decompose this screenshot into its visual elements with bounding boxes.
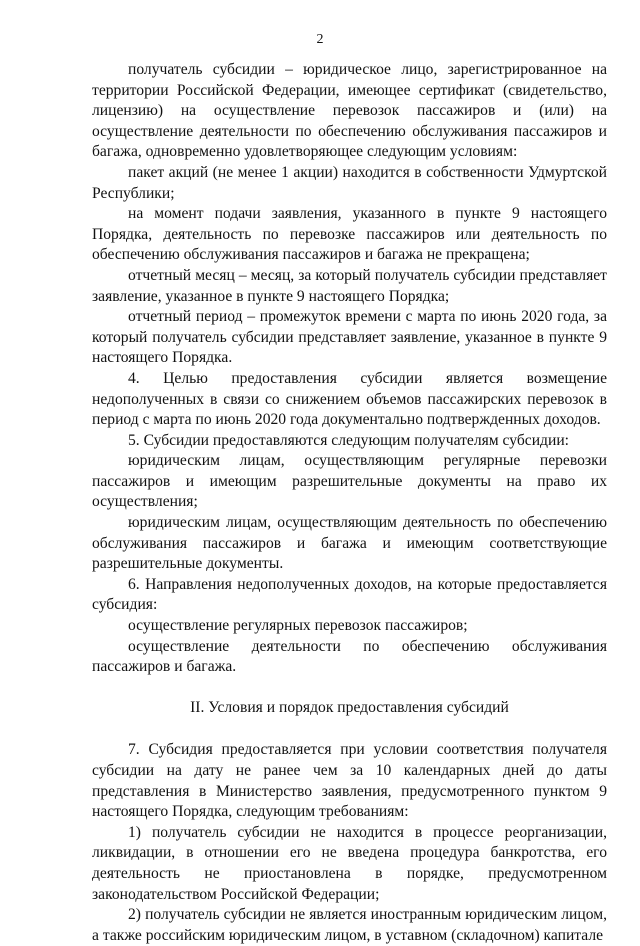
section-heading: II. Условия и порядок предоставления субсидий <box>190 698 509 716</box>
paragraph: отчетный месяц – месяц, за который получатель субсидии представляет заявление, указанное в пункте 9 настоящего Порядка; <box>92 266 607 305</box>
paragraph: 2) получатель субсидии не является иностранным юридическим лицом, а также российским юридическим лицом, в уставном (складочном) капитале <box>92 906 607 944</box>
paragraph: на момент подачи заявления, указанного в пункте 9 настоящего Порядка, деятельность по перевозке пассажиров или деятельность по обеспечению обслуживания пассажиров и багажа не прекращена; <box>92 205 607 264</box>
page-number: 2 <box>316 32 324 47</box>
paragraph: 5. Субсидии предоставляются следующим получателям субсидии: <box>128 431 570 449</box>
paragraph: отчетный период – промежуток времени с марта по июнь 2020 года, за который получатель субсидии представляет заявление, указанное в пункте 9 настоящего Порядка. <box>92 308 607 367</box>
paragraph: осуществление регулярных перевозок пассажиров; <box>128 617 468 635</box>
paragraph: осуществление деятельности по обеспечению обслуживания пассажиров и багажа. <box>92 637 607 676</box>
paragraph: 7. Субсидия предоставляется при условии соответствия получателя субсидии на дату не ранее чем за 10 календарных дней до даты представления в Министерство заявления, предусмотренного пунктом 9 настоящего Порядка, следующим требованиям: <box>92 741 607 821</box>
paragraph: юридическим лицам, осуществляющим деятельность по обеспечению обслуживания пассажиров и багажа и имеющим соответствующие разрешительные документы. <box>92 514 607 573</box>
paragraph: юридическим лицам, осуществляющим регулярные перевозки пассажиров и имеющим разрешительные документы на право их осуществления; <box>92 452 607 511</box>
paragraph: 1) получатель субсидии не находится в процессе реорганизации, ликвидации, в отношении его не введена процедура банкротства, его деятельность не приостановлена в порядке, предусмотренном законодательством Российской Федерации; <box>92 823 607 903</box>
paragraph: 4. Целью предоставления субсидии является возмещение недополученных в связи со снижением объемов пассажирских перевозок в период с марта по июнь 2020 года документально подтвержденных доходов. <box>92 369 607 429</box>
paragraph: получатель субсидии – юридическое лицо, зарегистрированное на территории Российской Федерации, имеющее сертификат (свидетельство, лицензию) на осуществление перевозок пассажиров и (или) на осуществление деятельности по обеспечению обслуживания пассажиров и багажа, одновременно удовлетворяющее следующим условиям: <box>92 61 607 161</box>
paragraph: пакет акций (не менее 1 акции) находится в собственности Удмуртской Республики; <box>92 163 607 202</box>
document-body <box>92 60 607 946</box>
paragraph: 6. Направления недополученных доходов, на которые предоставляется субсидия: <box>92 575 607 614</box>
